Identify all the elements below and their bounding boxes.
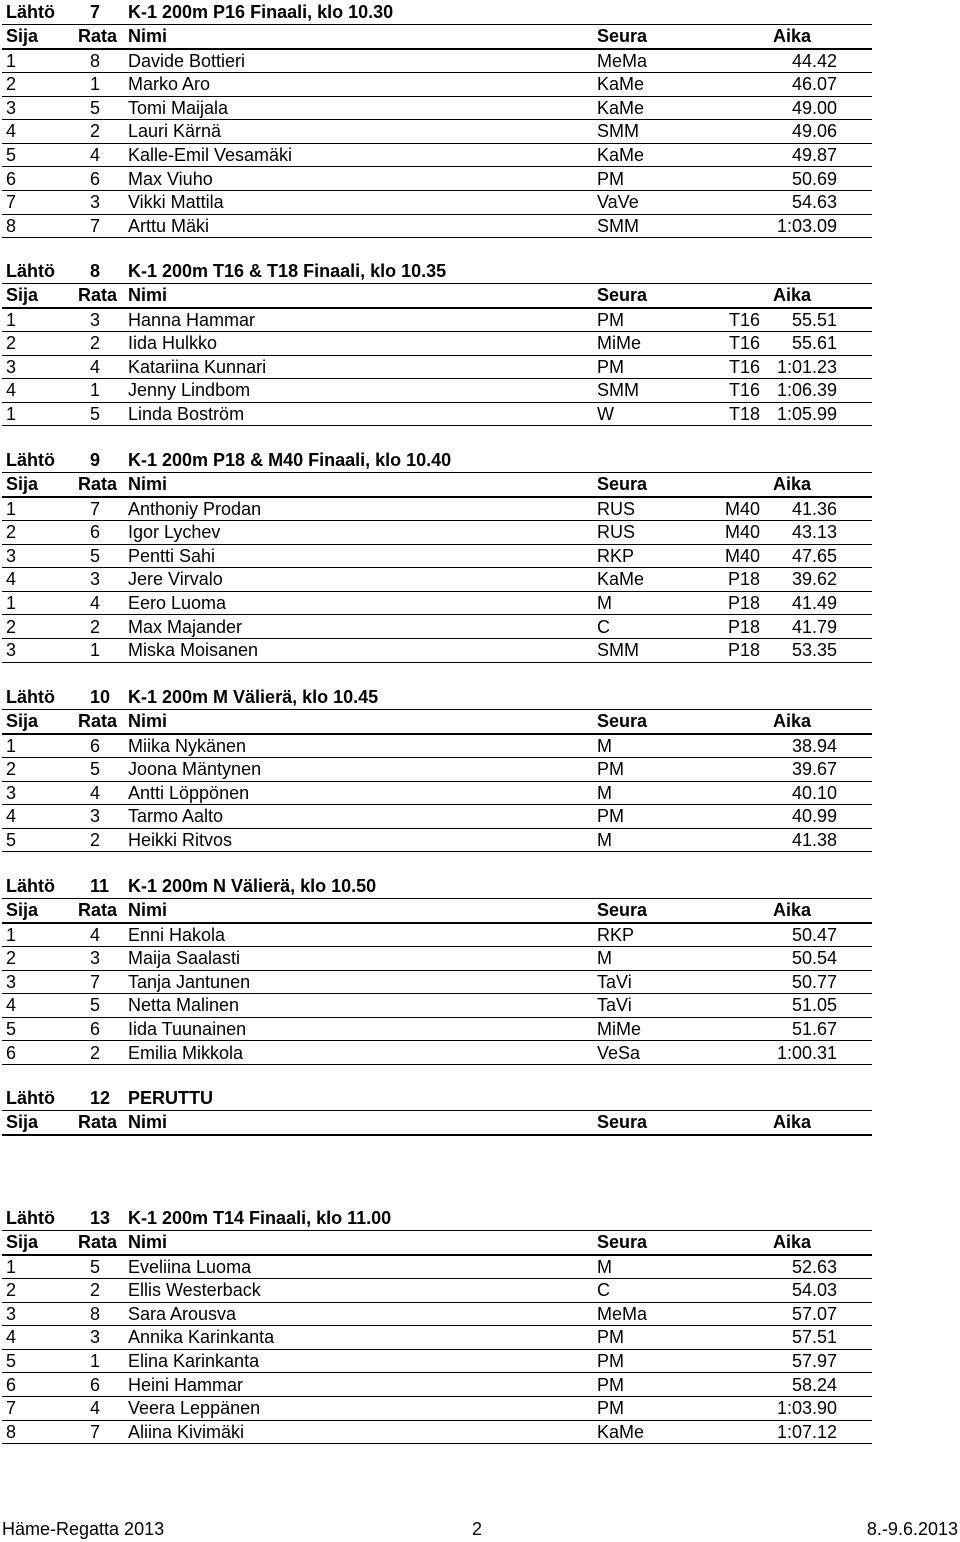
result-aika: 1:00.31: [776, 1042, 837, 1063]
result-rata: 6: [90, 1374, 101, 1395]
result-rata: 5: [90, 97, 101, 118]
result-rata: 3: [90, 806, 101, 827]
result-class: M40: [724, 498, 760, 519]
result-nimi: Max Viuho: [128, 168, 213, 189]
result-aika: 49.00: [791, 97, 837, 118]
result-seura: M: [597, 1256, 612, 1277]
result-aika: 1:03.09: [776, 215, 837, 236]
result-rata: 5: [90, 403, 101, 424]
result-aika: 41.36: [791, 498, 837, 519]
result-sija: 4: [6, 569, 17, 590]
result-nimi: Eveliina Luoma: [128, 1256, 252, 1277]
col-rata-header: Rata: [78, 284, 118, 305]
result-rata: 4: [90, 592, 101, 613]
result-rata: 8: [90, 1303, 101, 1324]
result-rata: 6: [90, 522, 101, 543]
result-aika: 38.94: [791, 735, 837, 756]
result-seura: PM: [597, 168, 624, 189]
result-sija: 4: [6, 1327, 17, 1348]
result-aika: 49.06: [791, 121, 837, 142]
result-rata: 1: [90, 380, 101, 401]
col-rata-header: Rata: [78, 473, 118, 494]
result-seura: MeMa: [597, 50, 648, 71]
result-seura: W: [597, 403, 614, 424]
result-class: P18: [727, 640, 760, 661]
result-rata: 1: [90, 74, 101, 95]
result-aika: 43.13: [791, 522, 837, 543]
result-rata: 2: [90, 829, 101, 850]
result-aika: 1:05.99: [776, 403, 837, 424]
result-class: T16: [728, 333, 760, 354]
footer-dates: 8.-9.6.2013: [866, 1519, 958, 1539]
result-nimi: Miika Nykänen: [128, 735, 247, 756]
result-nimi: Aliina Kivimäki: [128, 1421, 245, 1442]
footer-event: Häme-Regatta 2013: [2, 1519, 165, 1539]
result-rata: 1: [90, 1350, 101, 1371]
result-sija: 2: [6, 616, 17, 637]
result-nimi: Joona Mäntynen: [128, 759, 262, 780]
result-rata: 7: [90, 215, 101, 236]
result-seura: MiMe: [597, 333, 641, 354]
result-aika: 57.97: [791, 1350, 837, 1371]
result-aika: 53.35: [791, 640, 837, 661]
result-nimi: Igor Lychev: [128, 522, 221, 543]
result-rata: 5: [90, 759, 101, 780]
col-aika-header: Aika: [773, 473, 812, 494]
result-rata: 5: [90, 995, 101, 1016]
result-rata: 2: [90, 616, 101, 637]
result-seura: VaVe: [597, 192, 639, 213]
result-nimi: Tomi Maijala: [128, 97, 229, 118]
result-sija: 7: [6, 192, 17, 213]
result-sija: 3: [6, 640, 17, 661]
result-aika: 44.42: [791, 50, 837, 71]
col-aika-header: Aika: [773, 710, 812, 731]
result-sija: 6: [6, 1374, 17, 1395]
result-nimi: Iida Tuunainen: [128, 1018, 247, 1039]
result-sija: 8: [6, 1421, 17, 1442]
section-title: K-1 200m T14 Finaali, klo 11.00: [128, 1208, 392, 1228]
result-seura: PM: [597, 1327, 624, 1348]
result-aika: 1:03.90: [776, 1398, 837, 1419]
result-sija: 3: [6, 356, 17, 377]
result-nimi: Annika Karinkanta: [128, 1327, 275, 1348]
result-sija: 1: [6, 50, 17, 71]
result-nimi: Pentti Sahi: [128, 545, 216, 566]
result-sija: 6: [6, 168, 17, 189]
result-aika: 40.10: [791, 782, 837, 803]
result-seura: PM: [597, 759, 624, 780]
col-sija-header: Sija: [6, 25, 39, 46]
result-seura: MeMa: [597, 1303, 648, 1324]
result-seura: PM: [597, 1374, 624, 1395]
result-sija: 6: [6, 1042, 17, 1063]
result-class: P18: [727, 569, 760, 590]
result-nimi: Antti Löppönen: [128, 782, 250, 803]
result-sija: 2: [6, 948, 17, 969]
result-nimi: Max Majander: [128, 616, 243, 637]
start-number: 10: [90, 687, 111, 707]
result-nimi: Enni Hakola: [128, 924, 226, 945]
result-nimi: Davide Bottieri: [128, 50, 246, 71]
col-nimi-header: Nimi: [128, 1111, 168, 1132]
row-rule: [2, 425, 872, 426]
section-title: PERUTTU: [128, 1088, 213, 1108]
result-sija: 8: [6, 215, 17, 236]
result-seura: TaVi: [597, 995, 632, 1016]
result-class: P18: [727, 616, 760, 637]
result-sija: 3: [6, 1303, 17, 1324]
start-number: 7: [90, 2, 101, 22]
start-label: Lähtö: [6, 687, 55, 707]
result-rata: 3: [90, 309, 101, 330]
result-rata: 8: [90, 50, 101, 71]
result-seura: SMM: [597, 121, 639, 142]
col-rata-header: Rata: [78, 1111, 118, 1132]
footer-page-number: 2: [472, 1519, 483, 1539]
result-nimi: Elina Karinkanta: [128, 1350, 260, 1371]
result-sija: 5: [6, 1350, 17, 1371]
col-rata-header: Rata: [78, 25, 118, 46]
result-nimi: Heikki Ritvos: [128, 829, 233, 850]
result-seura: RUS: [597, 498, 636, 519]
result-seura: PM: [597, 356, 624, 377]
result-sija: 3: [6, 782, 17, 803]
start-number: 13: [90, 1208, 111, 1228]
result-nimi: Emilia Mikkola: [128, 1042, 244, 1063]
result-seura: SMM: [597, 215, 639, 236]
result-aika: 50.77: [791, 971, 837, 992]
result-nimi: Jenny Lindbom: [128, 380, 251, 401]
result-rata: 3: [90, 569, 101, 590]
result-seura: RKP: [597, 924, 635, 945]
result-rata: 2: [90, 333, 101, 354]
result-nimi: Netta Malinen: [128, 995, 240, 1016]
col-sija-header: Sija: [6, 710, 39, 731]
row-rule: [2, 1443, 872, 1444]
result-nimi: Anthoniy Prodan: [128, 498, 262, 519]
result-aika: 51.67: [791, 1018, 837, 1039]
col-sija-header: Sija: [6, 1231, 39, 1252]
result-aika: 52.63: [791, 1256, 837, 1277]
result-rata: 4: [90, 144, 101, 165]
result-sija: 4: [6, 380, 17, 401]
result-nimi: Katariina Kunnari: [128, 356, 267, 377]
result-seura: SMM: [597, 640, 639, 661]
result-sija: 4: [6, 995, 17, 1016]
result-rata: 2: [90, 1042, 101, 1063]
result-aika: 39.67: [791, 759, 837, 780]
result-rata: 7: [90, 1421, 101, 1442]
result-aika: 41.49: [791, 592, 837, 613]
col-nimi-header: Nimi: [128, 710, 168, 731]
result-rata: 4: [90, 1398, 101, 1419]
result-aika: 57.07: [791, 1303, 837, 1324]
result-class: T16: [728, 356, 760, 377]
section-title: K-1 200m T16 & T18 Finaali, klo 10.35: [128, 261, 447, 281]
result-class: T18: [728, 403, 760, 424]
result-nimi: Linda Boström: [128, 403, 245, 424]
col-seura-header: Seura: [597, 899, 648, 920]
result-nimi: Tanja Jantunen: [128, 971, 251, 992]
result-nimi: Hanna Hammar: [128, 309, 256, 330]
start-number: 9: [90, 450, 101, 470]
section-title: K-1 200m N Välierä, klo 10.50: [128, 876, 377, 896]
result-seura: KaMe: [597, 74, 645, 95]
result-seura: VeSa: [597, 1042, 641, 1063]
result-sija: 5: [6, 829, 17, 850]
col-sija-header: Sija: [6, 899, 39, 920]
result-rata: 6: [90, 735, 101, 756]
result-rata: 3: [90, 948, 101, 969]
col-nimi-header: Nimi: [128, 899, 168, 920]
result-rata: 3: [90, 192, 101, 213]
result-sija: 1: [6, 309, 17, 330]
col-seura-header: Seura: [597, 284, 648, 305]
col-nimi-header: Nimi: [128, 1231, 168, 1252]
result-rata: 4: [90, 356, 101, 377]
result-seura: C: [597, 1280, 610, 1301]
result-aika: 1:06.39: [776, 380, 837, 401]
result-sija: 2: [6, 522, 17, 543]
result-sija: 1: [6, 592, 17, 613]
result-aika: 57.51: [791, 1327, 837, 1348]
result-seura: KaMe: [597, 1421, 645, 1442]
result-sija: 2: [6, 1280, 17, 1301]
row-rule: [2, 1064, 872, 1065]
result-rata: 2: [90, 1280, 101, 1301]
result-seura: M: [597, 948, 612, 969]
result-seura: RUS: [597, 522, 636, 543]
result-aika: 40.99: [791, 806, 837, 827]
start-label: Lähtö: [6, 2, 55, 22]
section-title: K-1 200m P16 Finaali, klo 10.30: [128, 2, 394, 22]
result-sija: 2: [6, 74, 17, 95]
result-seura: SMM: [597, 380, 639, 401]
start-number: 11: [90, 876, 110, 896]
col-sija-header: Sija: [6, 1111, 39, 1132]
result-aika: 54.63: [791, 192, 837, 213]
row-rule: [2, 662, 872, 663]
result-nimi: Jere Virvalo: [128, 569, 223, 590]
result-seura: PM: [597, 309, 624, 330]
col-nimi-header: Nimi: [128, 284, 168, 305]
result-aika: 58.24: [791, 1374, 837, 1395]
result-sija: 5: [6, 1018, 17, 1039]
result-sija: 1: [6, 1256, 17, 1277]
result-nimi: Maija Saalasti: [128, 948, 241, 969]
section-title: K-1 200m M Välierä, klo 10.45: [128, 687, 379, 707]
result-nimi: Arttu Mäki: [128, 215, 210, 236]
row-rule: [2, 851, 872, 852]
result-rata: 5: [90, 545, 101, 566]
result-rata: 7: [90, 971, 101, 992]
result-rata: 2: [90, 121, 101, 142]
result-sija: 2: [6, 759, 17, 780]
result-sija: 2: [6, 333, 17, 354]
result-class: P18: [727, 592, 760, 613]
result-seura: PM: [597, 1398, 624, 1419]
start-label: Lähtö: [6, 450, 55, 470]
result-sija: 1: [6, 924, 17, 945]
start-label: Lähtö: [6, 1088, 55, 1108]
col-nimi-header: Nimi: [128, 25, 168, 46]
start-label: Lähtö: [6, 261, 55, 281]
col-seura-header: Seura: [597, 25, 648, 46]
result-nimi: Vikki Mattila: [128, 192, 224, 213]
result-sija: 1: [6, 735, 17, 756]
result-seura: KaMe: [597, 144, 645, 165]
result-seura: C: [597, 616, 610, 637]
result-sija: 5: [6, 144, 17, 165]
result-aika: 41.79: [791, 616, 837, 637]
result-nimi: Sara Arousva: [128, 1303, 237, 1324]
result-sija: 3: [6, 545, 17, 566]
result-aika: 50.69: [791, 168, 837, 189]
result-nimi: Marko Aro: [128, 74, 211, 95]
result-aika: 55.61: [791, 333, 837, 354]
result-sija: 3: [6, 971, 17, 992]
result-sija: 7: [6, 1398, 17, 1419]
result-nimi: Miska Moisanen: [128, 640, 259, 661]
result-sija: 1: [6, 498, 17, 519]
start-label: Lähtö: [6, 876, 55, 896]
result-class: M40: [724, 522, 760, 543]
col-sija-header: Sija: [6, 284, 39, 305]
result-sija: 3: [6, 97, 17, 118]
col-rata-header: Rata: [78, 899, 118, 920]
col-seura-header: Seura: [597, 473, 648, 494]
col-rata-header: Rata: [78, 1231, 118, 1252]
result-seura: M: [597, 592, 612, 613]
result-aika: 1:07.12: [776, 1421, 837, 1442]
result-sija: 4: [6, 806, 17, 827]
result-seura: KaMe: [597, 97, 645, 118]
result-seura: PM: [597, 806, 624, 827]
result-nimi: Eero Luoma: [128, 592, 227, 613]
col-aika-header: Aika: [773, 1231, 812, 1252]
result-aika: 47.65: [791, 545, 837, 566]
result-aika: 1:01.23: [776, 356, 837, 377]
result-aika: 49.87: [791, 144, 837, 165]
result-aika: 54.03: [791, 1280, 837, 1301]
result-seura: KaMe: [597, 569, 645, 590]
result-aika: 39.62: [791, 569, 837, 590]
result-class: T16: [728, 380, 760, 401]
section-title: K-1 200m P18 & M40 Finaali, klo 10.40: [128, 450, 452, 470]
col-seura-header: Seura: [597, 1111, 648, 1132]
result-seura: M: [597, 782, 612, 803]
col-aika-header: Aika: [773, 899, 812, 920]
result-class: M40: [724, 545, 760, 566]
col-seura-header: Seura: [597, 710, 648, 731]
result-sija: 4: [6, 121, 17, 142]
col-aika-header: Aika: [773, 284, 812, 305]
col-nimi-header: Nimi: [128, 473, 168, 494]
start-number: 12: [90, 1088, 111, 1108]
result-aika: 46.07: [791, 74, 837, 95]
result-nimi: Kalle-Emil Vesamäki: [128, 144, 293, 165]
result-seura: M: [597, 735, 612, 756]
result-nimi: Heini Hammar: [128, 1374, 244, 1395]
result-nimi: Iida Hulkko: [128, 333, 218, 354]
result-nimi: Veera Leppänen: [128, 1398, 261, 1419]
result-rata: 6: [90, 1018, 101, 1039]
col-seura-header: Seura: [597, 1231, 648, 1252]
result-aika: 50.47: [791, 924, 837, 945]
result-rata: 5: [90, 1256, 101, 1277]
header-bottom-rule: [2, 1134, 872, 1136]
row-rule: [2, 237, 872, 238]
result-nimi: Lauri Kärnä: [128, 121, 222, 142]
result-seura: M: [597, 829, 612, 850]
result-rata: 3: [90, 1327, 101, 1348]
result-class: T16: [728, 309, 760, 330]
result-seura: RKP: [597, 545, 635, 566]
result-sija: 1: [6, 403, 17, 424]
result-aika: 55.51: [791, 309, 837, 330]
result-rata: 1: [90, 640, 101, 661]
col-sija-header: Sija: [6, 473, 39, 494]
result-rata: 4: [90, 924, 101, 945]
result-nimi: Tarmo Aalto: [128, 806, 224, 827]
start-number: 8: [90, 261, 101, 281]
result-seura: MiMe: [597, 1018, 641, 1039]
result-rata: 4: [90, 782, 101, 803]
result-rata: 6: [90, 168, 101, 189]
result-aika: 50.54: [791, 948, 837, 969]
col-rata-header: Rata: [78, 710, 118, 731]
col-aika-header: Aika: [773, 25, 812, 46]
result-rata: 7: [90, 498, 101, 519]
result-nimi: Ellis Westerback: [128, 1280, 261, 1301]
result-aika: 41.38: [791, 829, 837, 850]
result-aika: 51.05: [791, 995, 837, 1016]
result-seura: TaVi: [597, 971, 632, 992]
start-label: Lähtö: [6, 1208, 55, 1228]
col-aika-header: Aika: [773, 1111, 812, 1132]
result-seura: PM: [597, 1350, 624, 1371]
